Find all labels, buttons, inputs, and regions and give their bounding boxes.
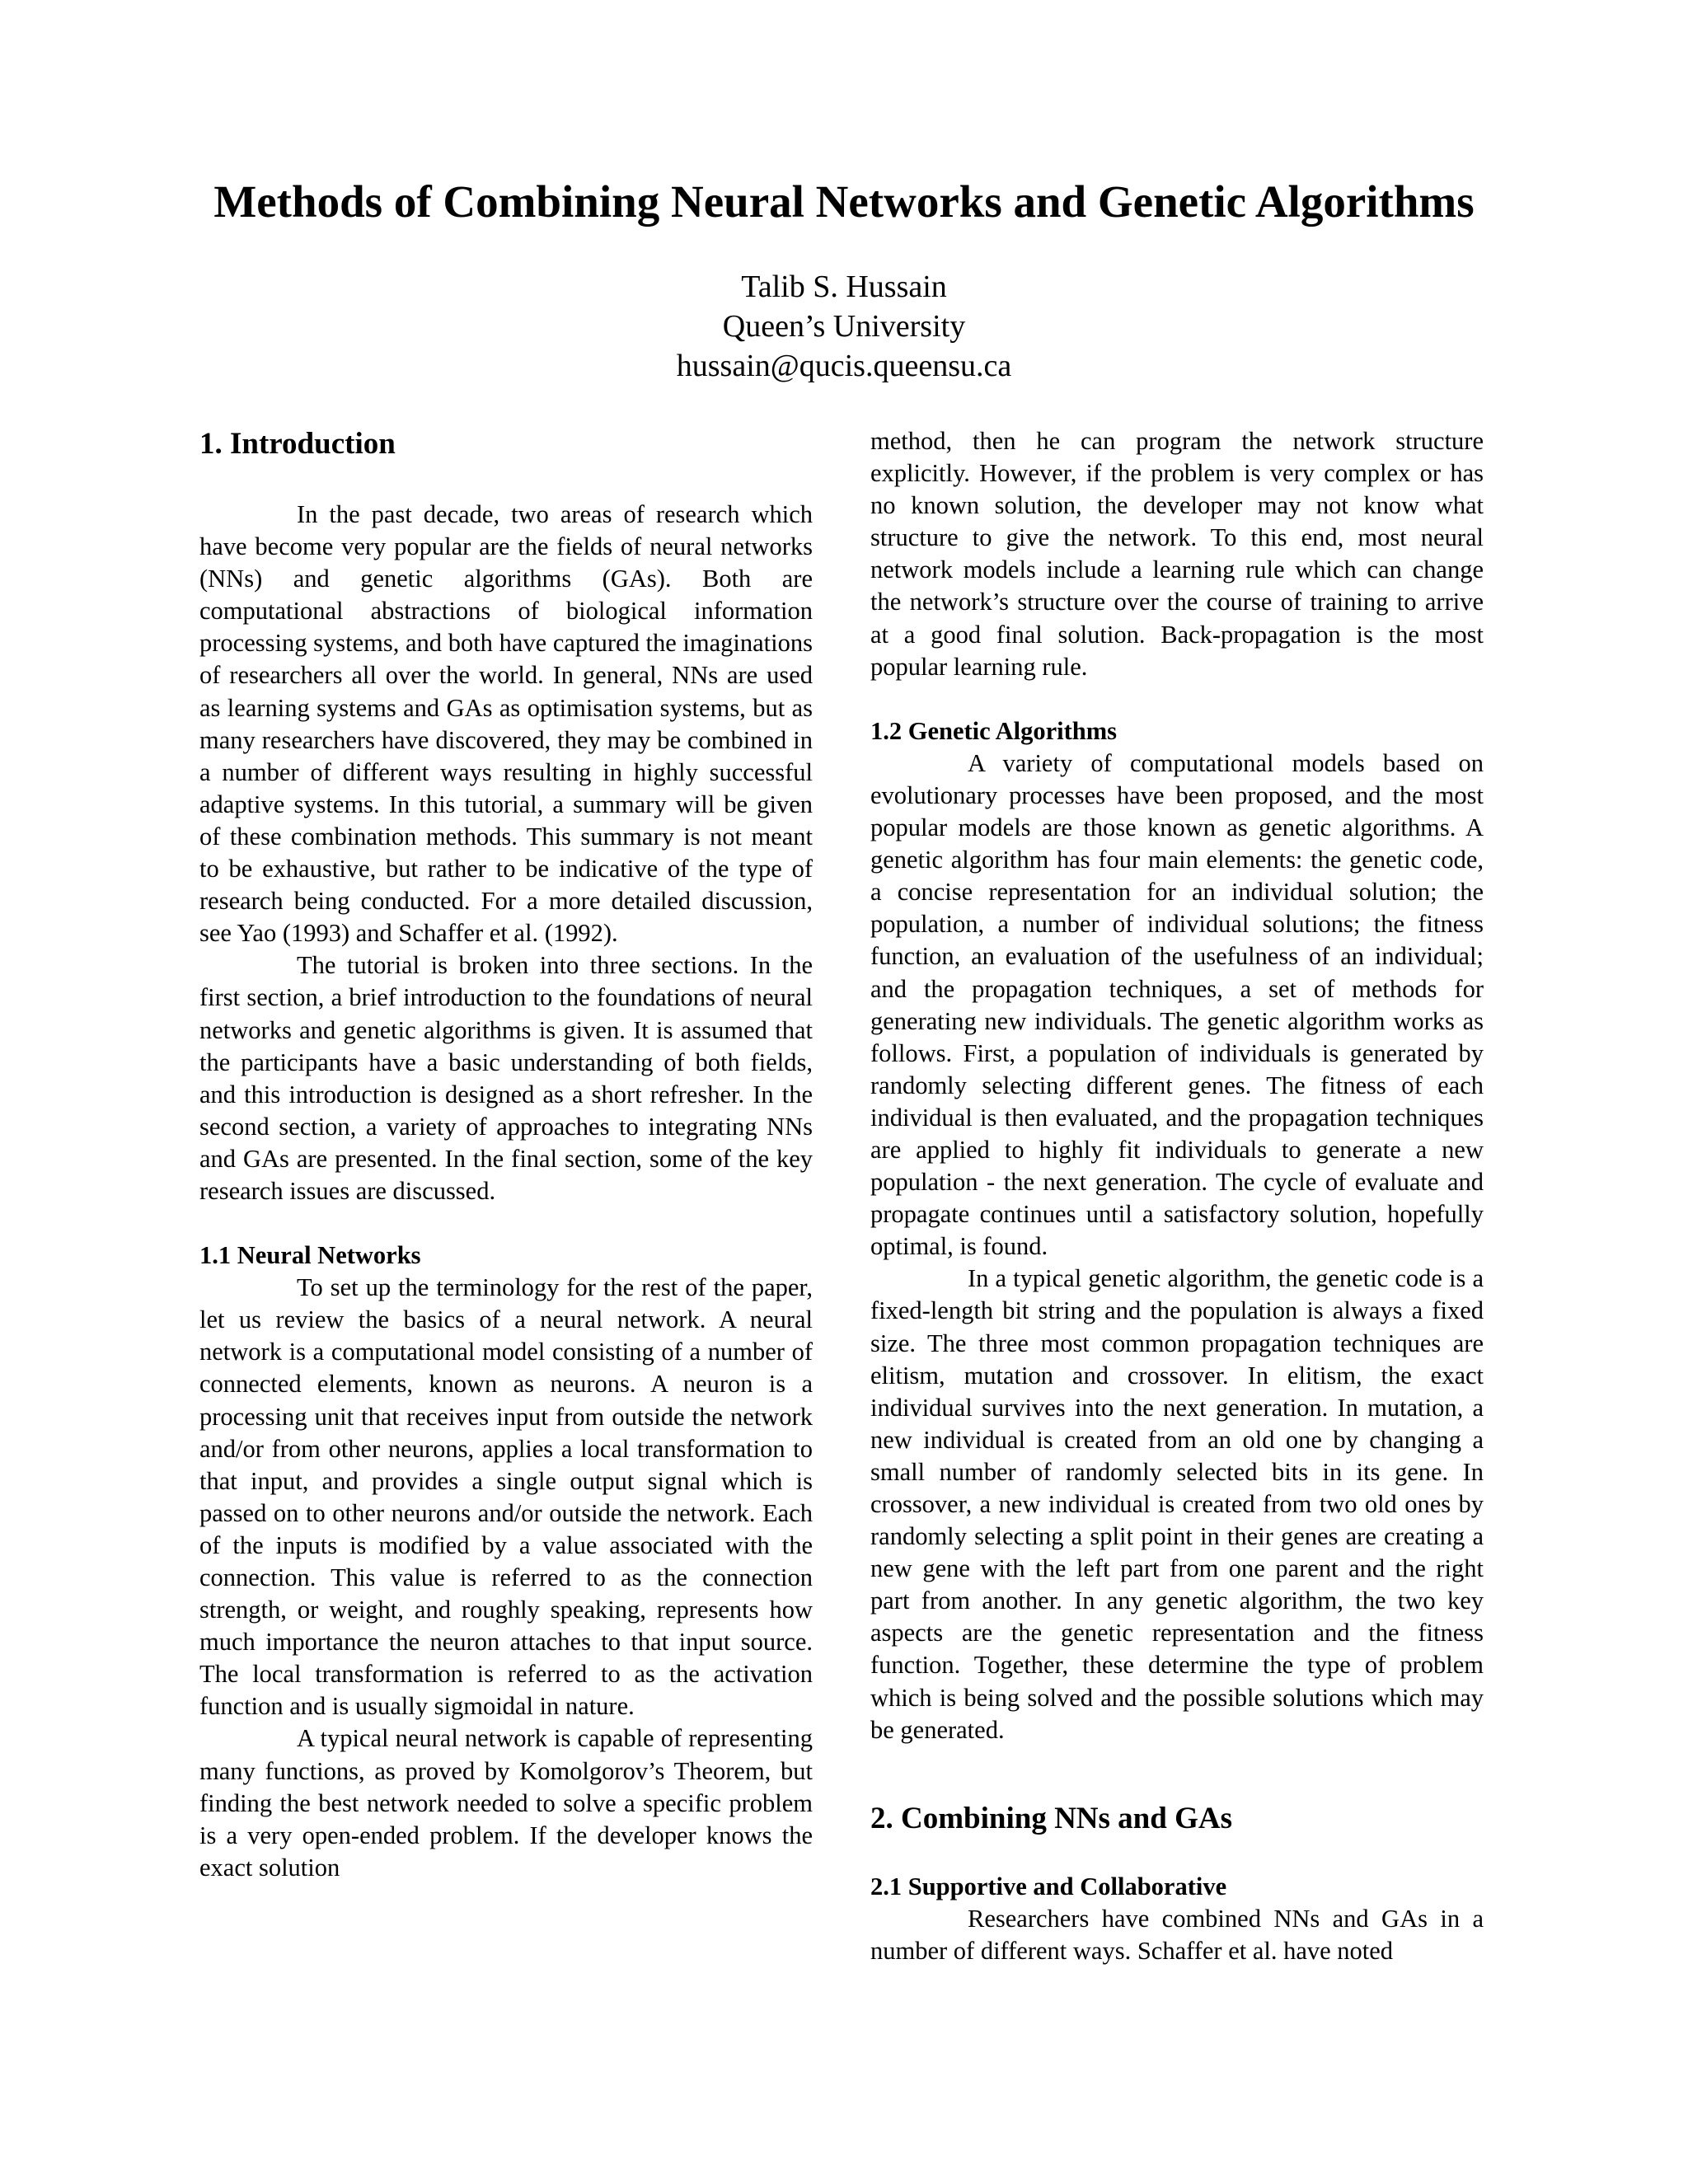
subsection-heading-genetic-algorithms: 1.2 Genetic Algorithms (870, 716, 1118, 745)
author-name: Talib S. Hussain (741, 269, 947, 304)
author-email: hussain@qucis.queensu.ca (676, 349, 1012, 383)
left-column (199, 424, 813, 1884)
subsection-heading-supportive: 2.1 Supportive and Collaborative (870, 1872, 1227, 1900)
intro-paragraph-1: In the past decade, two areas of research which have become very popular are the fields of neural networks (NNs) and genetic algorithms (GAs). Both are computational abstractions of biological information processing systems, and both have captured the imaginations of researchers all over the world. In general, NNs are used as learning systems and GAs as optimisation systems, but as many researchers have discovered, they may be combined in a number of different ways resulting in highly successful adaptive systems. In this tutorial, a summary will be given of these combination methods. This summary is not meant to be exhaustive, but rather to be indicative of the type of research being conducted. For a more detailed discussion, see Yao (1993) and Schaffer et al. (1992). (199, 500, 813, 948)
intro-paragraph-2: The tutorial is broken into three sections. In the first section, a brief introduction to the foundations of neural networks and genetic algorithms is given. It is assumed that the participants have a basic understanding of both fields, and this introduction is designed as a short refresher. In the second section, a variety of approaches to integrating NNs and GAs are presented. In the final section, some of the key research issues are discussed. (199, 951, 813, 1205)
author-block (0, 267, 1688, 386)
nn-paragraph-1: To set up the terminology for the rest of the paper, let us review the basics of a neural network. A neural network is a computational model consisting of a number of connected elements, known as neurons. A neuron is a processing unit that receives input from outside the network and/or from other neurons, applies a local transformation to that input, and provides a single output signal which is passed on to other neurons and/or outside the network. Each of the inputs is modified by a value associated with the connection. This value is referred to as the connection strength, or weight, and roughly speaking, represents how much importance the neuron attaches to that input source. The local transformation is referred to as the activation function and is usually sigmoidal in nature. (199, 1273, 813, 1721)
right-column (870, 425, 1484, 1746)
right-column-lower (870, 1799, 1484, 1967)
paper-title: Methods of Combining Neural Networks and Genetic Algorithms (213, 176, 1475, 227)
nn-paragraph-2-continued: method, then he can program the network structure explicitly. However, if the problem is very complex or has no known solution, the developer may not know what structure to give the network. To this end, most neural network models include a learning rule which can change the network’s structure over the course of training to arrive at a good final solution. Back-propagation is the most popular learning rule. (870, 427, 1484, 681)
ga-paragraph-2: In a typical genetic algorithm, the genetic code is a fixed-length bit string and the population is always a fixed size. The three most common propagation techniques are elitism, mutation and crossover. In elitism, the exact individual survives into the next generation. In mutation, a new individual is created from an old one by changing a small number of randomly selected bits in its gene. In crossover, a new individual is created from two old ones by randomly selecting a split point in their genes are creating a new gene with the left part from one parent and the right part from another. In any genetic algorithm, the two key aspects are the genetic representation and the fitness function. Together, these determine the type of problem which is being solved and the possible solutions which may be generated. (870, 1264, 1484, 1744)
author-affiliation: Queen’s University (722, 309, 966, 344)
nn-paragraph-2-start: A typical neural network is capable of representing many functions, as proved by Komolgorov’s Theorem, but finding the best network needed to solve a specific problem is a very open-ended problem. If the developer knows the exact solution (199, 1724, 813, 1882)
section-heading-introduction: 1. Introduction (199, 427, 396, 461)
ga-paragraph-1: A variety of computational models based on evolutionary processes have been proposed, and the most popular models are those known as genetic algorithms. A genetic algorithm has four main elements: the genetic code, a concise representation for an individual solution; the population, a number of individual solutions; the fitness function, an evaluation of the usefulness of an individual; and the propagation techniques, a set of methods for generating new individuals. The genetic algorithm works as follows. First, a population of individuals is generated by randomly selecting different genes. The fitness of each individual is then evaluated, and the propagation techniques are applied to highly fit individuals to generate a new population - the next generation. The cycle of evaluate and propagate continues until a satisfactory solution, hopefully optimal, is found. (870, 748, 1484, 1261)
supportive-paragraph-1: Researchers have combined NNs and GAs in a number of different ways. Schaffer et al. have noted (870, 1905, 1484, 1966)
section-heading-combining: 2. Combining NNs and GAs (870, 1802, 1232, 1835)
subsection-heading-neural-networks: 1.1 Neural Networks (199, 1241, 421, 1270)
